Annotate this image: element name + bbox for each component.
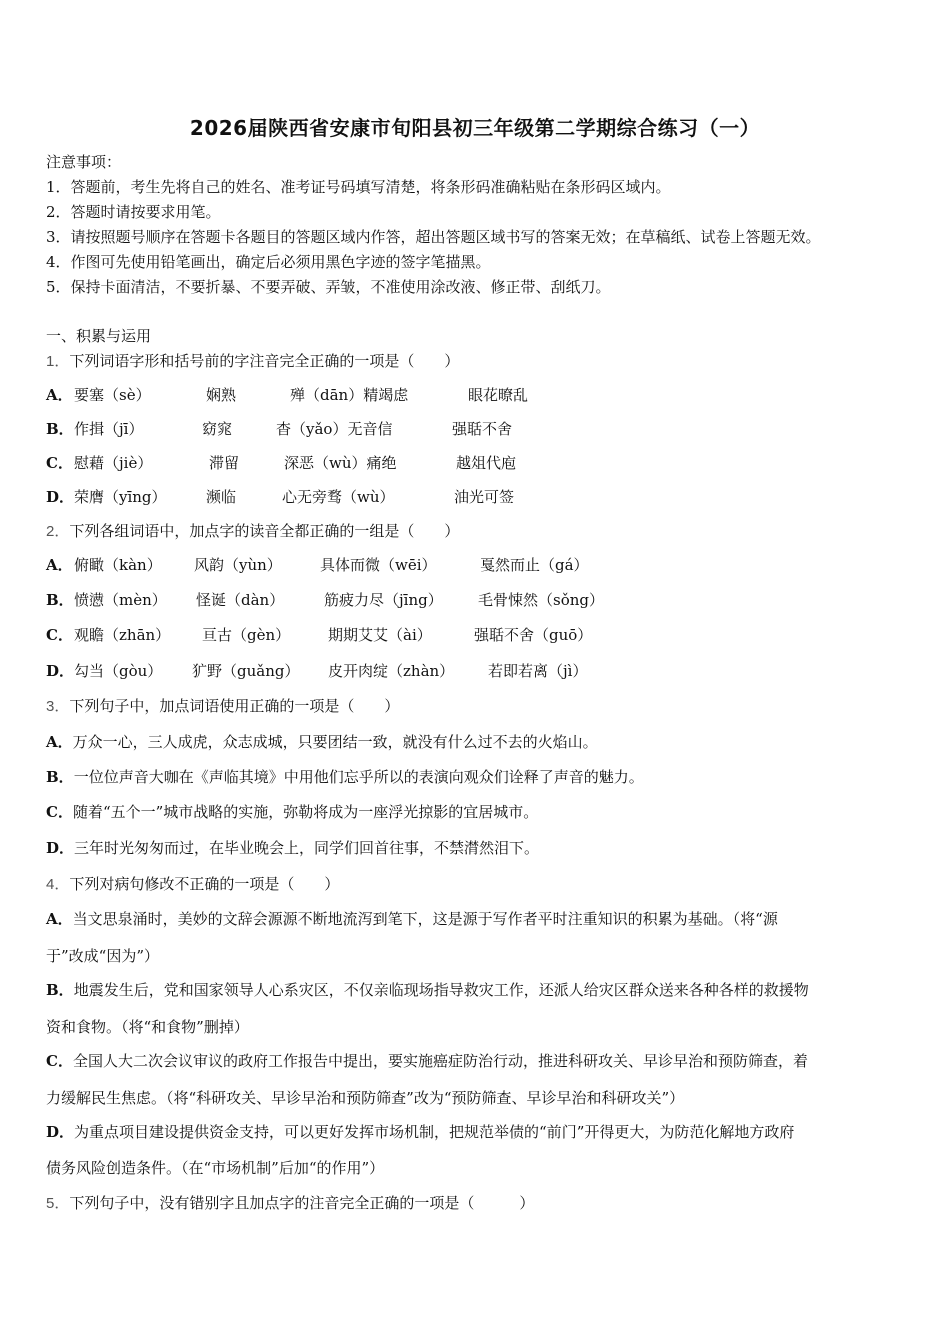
- option-cell: 怪诞（dàn）: [196, 591, 285, 609]
- option-label: A．: [46, 556, 73, 574]
- option-cell: 观瞻（zhān）: [74, 626, 171, 644]
- option-cell: 具体而微（wēi）: [320, 556, 437, 574]
- option-cell: 勾当（gòu）: [74, 662, 163, 680]
- option-continuation: 力缓解民生焦虑。（将“科研攻关、早诊早治和预防筛查”改为“预防筛查、早诊早治和科研攻关”）: [46, 1089, 685, 1107]
- notice-item: 3．请按照题号顺序在答题卡各题目的答题区域内作答，超出答题区域书写的答案无效；在草稿纸、试卷上答题无效。: [46, 228, 821, 246]
- option-cell: 亘古（gèn）: [202, 626, 291, 644]
- option-row: [46, 802, 538, 822]
- option-label: C．: [46, 454, 73, 472]
- option-cell: 慰藉（jiè）: [74, 454, 153, 472]
- question-number: 5．: [46, 1195, 70, 1212]
- option-cell: 俯瞰（kàn）: [74, 556, 162, 574]
- question-text: 下列对病句修改不正确的一项是（ ）: [69, 875, 340, 893]
- option-row: [46, 980, 809, 1000]
- option-label: B．: [46, 591, 74, 609]
- option-cell: 犷野（guǎng）: [192, 662, 300, 680]
- option-row: [46, 625, 926, 645]
- option-row: [46, 385, 926, 405]
- option-cell: 殚（dān）精竭虑: [290, 386, 409, 404]
- option-label: B．: [46, 981, 74, 999]
- option-label: A．: [46, 386, 73, 404]
- option-row: [46, 838, 539, 858]
- option-row: [46, 453, 926, 473]
- notice-item: 5．保持卡面清洁，不要折暴、不要弄破、弄皱，不准使用涂改液、修正带、刮纸刀。: [46, 278, 611, 296]
- question-number: 1．: [46, 353, 70, 370]
- question-4: [46, 874, 339, 895]
- option-cell: 皮开肉绽（zhàn）: [328, 662, 455, 680]
- option-cell: 期期艾艾（ài）: [328, 626, 432, 644]
- option-row: [46, 732, 598, 752]
- option-row: [46, 661, 926, 681]
- option-cell: 濒临: [206, 488, 237, 506]
- option-label: D．: [46, 488, 75, 506]
- notice-item: 4．作图可先使用铅笔画出，确定后必须用黑色字迹的签字笔描黑。: [46, 253, 491, 271]
- option-label: B．: [46, 420, 74, 438]
- option-row: [46, 487, 926, 507]
- option-cell: 筋疲力尽（jīng）: [324, 591, 443, 609]
- section-heading: 一、积累与运用: [46, 327, 152, 345]
- option-continuation: 资和食物。（将“和食物”删掉）: [46, 1018, 249, 1036]
- option-row: [46, 555, 926, 575]
- notice-item: 1．答题前，考生先将自己的姓名、准考证号码填写清楚，将条形码准确粘贴在条形码区域内。: [46, 178, 671, 196]
- question-text: 下列词语字形和括号前的字注音完全正确的一项是（ ）: [69, 352, 460, 370]
- option-cell: 要塞（sè）: [74, 386, 151, 404]
- option-row: [46, 909, 778, 929]
- option-continuation: 债务风险创造条件。（在“市场机制”后加“的作用”）: [46, 1159, 385, 1177]
- option-text: 随着“五个一”城市战略的实施，弥勒将成为一座浮光掠影的宜居城市。: [72, 803, 539, 821]
- option-label: C．: [46, 1052, 73, 1070]
- question-1: [46, 351, 459, 372]
- question-5: [46, 1193, 534, 1214]
- option-label: D．: [46, 662, 75, 680]
- option-cell: 强聒不舍: [452, 420, 513, 438]
- question-number: 4．: [46, 876, 70, 893]
- question-number: 2．: [46, 523, 70, 540]
- option-cell: 作揖（jī）: [74, 420, 144, 438]
- option-text: 万众一心，三人成虎，众志成城，只要团结一致，就没有什么过不去的火焰山。: [72, 733, 598, 751]
- option-text: 地震发生后，党和国家领导人心系灾区，不仅亲临现场指导救灾工作，还派人给灾区群众送来各种各样的救援物: [73, 981, 809, 999]
- option-cell: 戛然而止（gá）: [480, 556, 589, 574]
- option-label: B．: [46, 768, 74, 786]
- option-text: 全国人大二次会议审议的政府工作报告中提出，要实施癌症防治行动，推进科研攻关、早诊早治和预防筛查，着: [72, 1052, 808, 1070]
- option-cell: 强聒不舍（guō）: [474, 626, 593, 644]
- option-cell: 若即若离（jì）: [488, 662, 588, 680]
- question-2: [46, 521, 459, 542]
- option-continuation: 于”改成“因为”）: [46, 947, 160, 965]
- option-cell: 越俎代庖: [456, 454, 517, 472]
- option-text: 当文思泉涌时，美妙的文辞会源源不断地流泻到笔下，这是源于写作者平时注重知识的积累为基础。（将“源: [72, 910, 778, 928]
- option-row: [46, 590, 926, 610]
- notice-heading: 注意事项：: [46, 153, 122, 171]
- option-cell: 眼花暸乱: [468, 386, 529, 404]
- option-cell: 滞留: [209, 454, 240, 472]
- option-label: D．: [46, 839, 75, 857]
- question-number: 3．: [46, 698, 70, 715]
- option-cell: 娴熟: [206, 386, 237, 404]
- option-row: [46, 419, 926, 439]
- option-label: A．: [46, 733, 73, 751]
- option-cell: 油光可签: [454, 488, 515, 506]
- notice-item: 2．答题时请按要求用笔。: [46, 203, 221, 221]
- option-text: 为重点项目建设提供资金支持，可以更好发挥市场机制，把规范举债的“前门”开得更大，为防范化解地方政府: [74, 1123, 795, 1141]
- option-row: [46, 1051, 808, 1071]
- option-row: [46, 767, 644, 787]
- option-cell: 荣膺（yīng）: [74, 488, 167, 506]
- option-cell: 窈窕: [202, 420, 233, 438]
- option-label: C．: [46, 803, 73, 821]
- question-text: 下列各组词语中，加点字的读音全都正确的一组是（ ）: [69, 522, 460, 540]
- option-row: [46, 1122, 794, 1142]
- option-cell: 毛骨悚然（sǒng）: [478, 591, 604, 609]
- option-label: C．: [46, 626, 73, 644]
- option-cell: 心无旁骛（wù）: [282, 488, 395, 506]
- page-title: 2026届陕西省安康市旬阳县初三年级第二学期综合练习（一）: [189, 116, 761, 140]
- option-text: 一位位声音大咖在《声临其境》中用他们忘乎所以的表演向观众们诠释了声音的魅力。: [73, 768, 644, 786]
- option-cell: 风韵（yùn）: [194, 556, 282, 574]
- option-cell: 杳（yǎo）无音信: [276, 420, 393, 438]
- question-text: 下列句子中，加点词语使用正确的一项是（ ）: [69, 697, 400, 715]
- option-cell: 愤懑（mèn）: [74, 591, 167, 609]
- option-label: A．: [46, 910, 73, 928]
- question-3: [46, 696, 399, 717]
- option-label: D．: [46, 1123, 75, 1141]
- option-cell: 深恶（wù）痛绝: [284, 454, 397, 472]
- option-text: 三年时光匆匆而过，在毕业晚会上，同学们回首往事，不禁潸然泪下。: [74, 839, 540, 857]
- question-text: 下列句子中，没有错别字且加点字的注音完全正确的一项是（ ）: [69, 1194, 535, 1212]
